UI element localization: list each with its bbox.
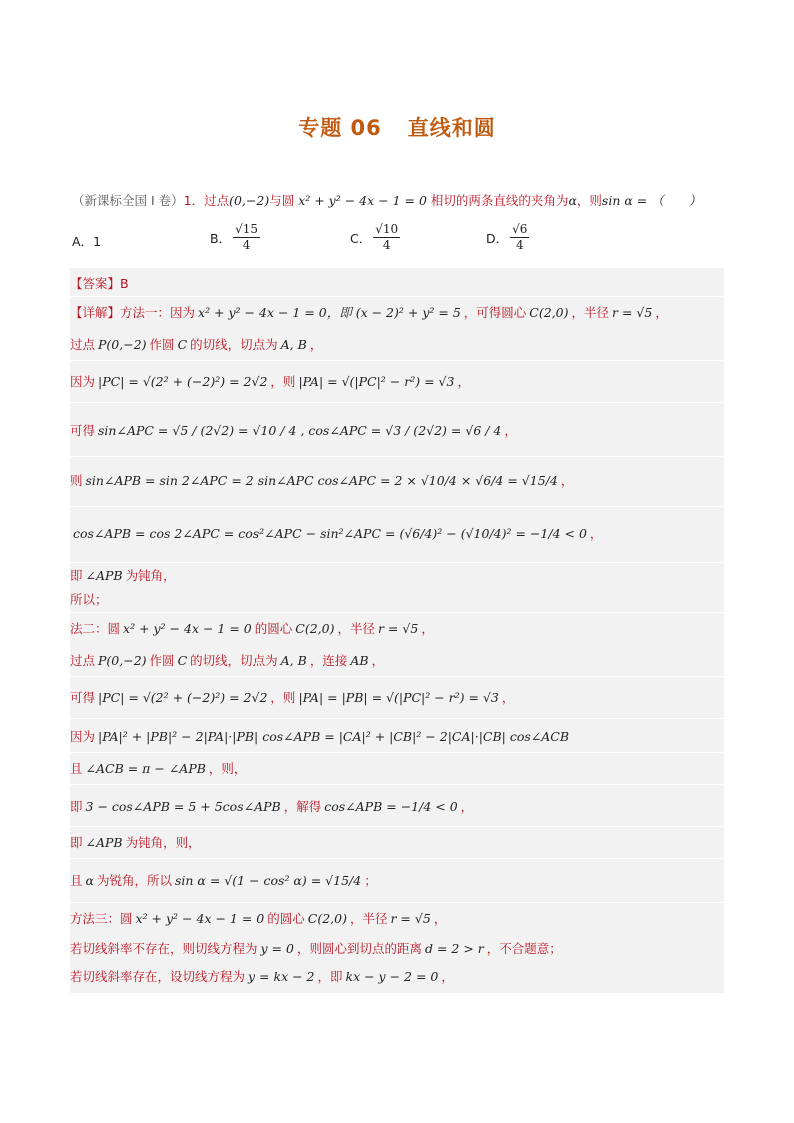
- option-c-den: 4: [382, 238, 391, 252]
- solution-text: 所以；: [70, 592, 108, 607]
- option-a-value: 1: [93, 233, 102, 249]
- option-b-den: 4: [242, 238, 251, 252]
- solution-text: ，则，: [208, 761, 247, 776]
- solution-math: AB: [350, 652, 369, 668]
- solution-text: ，则圆心到切点的距离: [296, 941, 422, 956]
- solution-text: ，连接: [309, 653, 348, 668]
- solution-math: y = 0: [260, 940, 294, 956]
- option-d-fraction: [510, 222, 529, 253]
- solution-math: r = √5: [377, 620, 419, 636]
- solution-text: 方法三：圆: [70, 911, 133, 926]
- question-source: （新课标全国 I 卷）: [72, 193, 184, 208]
- solution-text: 的圆心: [267, 911, 305, 926]
- solution-text: ，: [560, 473, 574, 488]
- solution-math: |PA| = |PB| = √(|PC|² − r²) = √3: [298, 689, 499, 705]
- solution-text: ，: [655, 305, 668, 320]
- solution-line-5: [70, 458, 724, 502]
- option-b-label: B．: [210, 230, 232, 246]
- solution-line-6: [70, 508, 724, 558]
- solution-math: 3 − cos∠APB = 5 + 5cos∠APB: [85, 798, 281, 814]
- solution-text: 作圆: [149, 337, 175, 352]
- question-text-b: 与圆: [269, 193, 295, 208]
- solution-line-2: [70, 332, 724, 356]
- solution-line-7: [70, 564, 724, 586]
- solution-line-4: [70, 408, 724, 452]
- solution-text: 若切线斜率存在，设切线方程为: [70, 969, 246, 984]
- solution-math: C(2,0): [529, 304, 569, 320]
- solution-block: [70, 268, 724, 993]
- option-c-fraction: [373, 222, 400, 253]
- solution-text: ，: [421, 621, 434, 636]
- question-1: [72, 190, 732, 212]
- option-c-label: C．: [350, 230, 372, 246]
- solution-math: kx − y − 2 = 0: [345, 968, 439, 984]
- page-title: [0, 112, 794, 142]
- solution-line-1: [70, 300, 724, 324]
- solution-math: x² + y² − 4x − 1 = 0: [123, 620, 252, 636]
- solution-text: 则: [70, 473, 83, 488]
- solution-text: ，则: [270, 374, 296, 389]
- solution-text: 若切线斜率不存在，则切线方程为: [70, 941, 258, 956]
- solution-text: ，半径: [571, 305, 610, 320]
- solution-text: ，: [371, 653, 385, 668]
- solution-line-14: [70, 788, 724, 824]
- solution-line-11: [70, 682, 724, 712]
- solution-math: r = √5: [390, 910, 431, 926]
- solution-line-17: [70, 906, 724, 930]
- solution-text: 即: [70, 568, 83, 583]
- solution-line-8: [70, 588, 724, 610]
- solution-math: ∠ACB = π − ∠APB: [85, 760, 206, 776]
- question-alpha: α: [568, 193, 577, 208]
- solution-line-0: [70, 272, 724, 294]
- solution-math: cos∠APB = −1/4 < 0: [324, 798, 458, 814]
- solution-math: cos∠APB = cos 2∠APC = cos²∠APC − sin²∠APC = (√6/4)² − (√10/4)² = −1/4 < 0: [73, 525, 587, 541]
- solution-text: 的切线，切点为: [190, 653, 278, 668]
- solution-text: ，: [441, 969, 454, 984]
- solution-text: 过点: [70, 337, 96, 352]
- solution-text: ，: [504, 423, 517, 438]
- solution-text: 法二：圆: [70, 621, 121, 636]
- solution-math: A, B: [280, 336, 307, 352]
- solution-math: y = kx − 2: [248, 968, 315, 984]
- solution-math: sin∠APB = sin 2∠APC = 2 sin∠APC cos∠APC = 2 × √10/4 × √6/4 = √15/4: [85, 472, 558, 488]
- question-circle: x² + y² − 4x − 1 = 0: [298, 193, 427, 208]
- solution-math: x² + y² − 4x − 1 = 0: [135, 910, 265, 926]
- solution-math: sin∠APC = √5 / (2√2) = √10 / 4 , cos∠APC = √3 / (2√2) = √6 / 4: [98, 422, 502, 438]
- solution-text: 因为: [70, 729, 96, 744]
- solution-math: A, B: [280, 652, 307, 668]
- option-b-fraction: [233, 222, 260, 253]
- solution-text: 的圆心: [254, 621, 293, 636]
- solution-text: 因为: [70, 374, 96, 389]
- solution-math: C(2,0): [295, 620, 335, 636]
- solution-line-3: [70, 366, 724, 396]
- solution-text: 的切线，切点为: [190, 337, 278, 352]
- answer-options: [72, 222, 732, 262]
- option-d-den: 4: [515, 238, 524, 252]
- solution-text: ，不合题意；: [486, 941, 562, 956]
- solution-line-12: [70, 724, 724, 748]
- solution-math: ∠APB: [85, 834, 123, 850]
- solution-text: ，半径: [349, 911, 388, 926]
- solution-text: ；: [364, 873, 377, 888]
- solution-math: d = 2 > r: [424, 940, 484, 956]
- option-b-num: √15: [235, 222, 258, 236]
- question-text-c: 相切的两条直线的夹角为: [430, 193, 569, 208]
- question-text-d: ，则: [576, 193, 602, 208]
- solution-math: |PC| = √(2² + (−2)²) = 2√2: [98, 373, 268, 389]
- solution-math: r = √5: [612, 304, 653, 320]
- solution-text: 【答案】B: [70, 276, 129, 291]
- solution-text: 即: [70, 799, 83, 814]
- solution-math: |PC| = √(2² + (−2)²) = 2√2: [98, 689, 268, 705]
- solution-text: 可得: [70, 423, 96, 438]
- solution-text: ，半径: [337, 621, 375, 636]
- solution-math: x² + y² − 4x − 1 = 0，即 (x − 2)² + y² = 5: [198, 305, 461, 320]
- question-point: (0,−2): [229, 193, 270, 208]
- solution-text: 且: [70, 761, 83, 776]
- option-a-label: A．: [72, 234, 94, 249]
- solution-text: ，即: [317, 969, 343, 984]
- solution-text: ，: [501, 690, 515, 705]
- option-c: [350, 222, 402, 253]
- solution-math: P(0,−2): [98, 336, 147, 352]
- solution-text: ，: [589, 526, 603, 541]
- solution-text: 且: [70, 873, 83, 888]
- option-c-num: √10: [375, 222, 399, 236]
- option-d: [486, 222, 531, 253]
- question-sin-alpha: sin α = （ ）: [601, 193, 702, 208]
- title-sub: 直线和圆: [407, 116, 496, 140]
- solution-text: ，: [460, 799, 474, 814]
- solution-math: C(2,0): [307, 910, 347, 926]
- solution-text: ，解得: [283, 799, 322, 814]
- solution-line-9: [70, 616, 724, 640]
- solution-math: sin α = √(1 − cos² α) = √15/4: [174, 872, 362, 888]
- option-a: [72, 232, 101, 250]
- solution-math: |PA| = √(|PC|² − r²) = √3: [298, 373, 455, 389]
- title-main: 专题 06: [298, 116, 382, 140]
- solution-line-18: [70, 936, 724, 960]
- solution-text: 【详解】方法一：因为: [70, 305, 196, 320]
- question-text-a: 1．过点: [183, 193, 230, 208]
- solution-math: ∠APB: [85, 567, 123, 583]
- solution-line-16: [70, 862, 724, 898]
- solution-math: α: [85, 872, 94, 888]
- solution-text: 为钝角，: [125, 568, 176, 583]
- solution-text: ，可得圆心: [463, 305, 527, 320]
- option-d-label: D．: [486, 230, 509, 246]
- solution-text: 可得: [70, 690, 96, 705]
- solution-text: 作圆: [149, 653, 175, 668]
- solution-text: 为锐角，所以: [96, 873, 172, 888]
- solution-math: C: [177, 652, 188, 668]
- solution-text: ，: [457, 374, 470, 389]
- solution-line-10: [70, 648, 724, 672]
- solution-text: 过点: [70, 653, 96, 668]
- solution-text: ，: [433, 911, 447, 926]
- solution-math: C: [177, 336, 188, 352]
- solution-line-19: [70, 964, 724, 988]
- solution-text: 即: [70, 835, 83, 850]
- option-d-num: √6: [512, 222, 528, 236]
- solution-math: P(0,−2): [98, 652, 147, 668]
- solution-text: ，则: [270, 690, 296, 705]
- option-b: [210, 222, 262, 253]
- solution-line-13: [70, 756, 724, 780]
- solution-text: ，: [309, 337, 323, 352]
- solution-math: |PA|² + |PB|² − 2|PA|·|PB| cos∠APB = |CA|² + |CB|² − 2|CA|·|CB| cos∠ACB: [98, 728, 570, 744]
- solution-text: 为钝角，则，: [125, 835, 201, 850]
- solution-line-15: [70, 830, 724, 854]
